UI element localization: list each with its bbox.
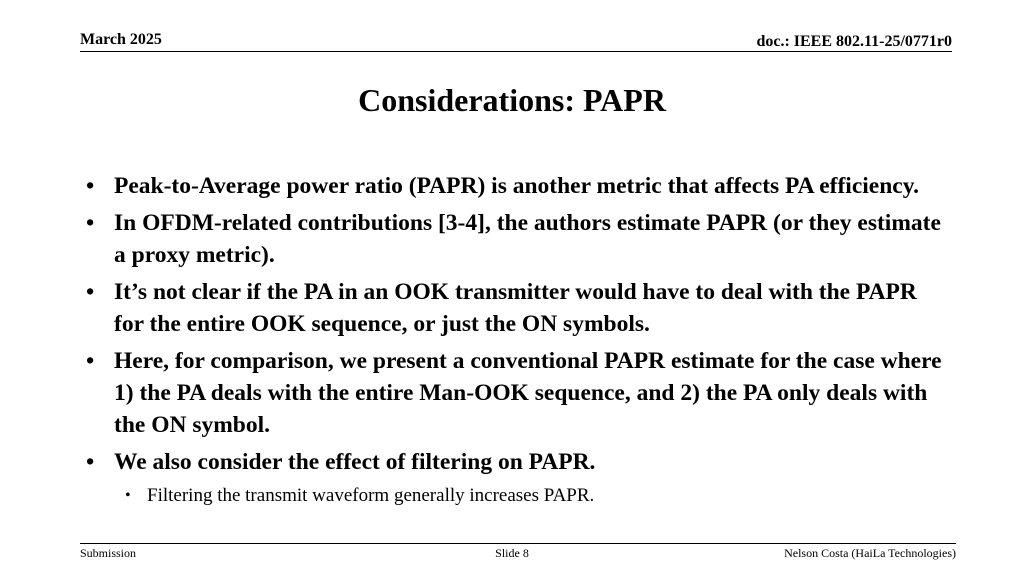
- bullet-icon: •: [86, 449, 95, 475]
- header-doc-id: doc.: IEEE 802.11-25/0771r0: [756, 33, 952, 50]
- bullet-text: Here, for comparison, we present a conventional PAPR estimate for the case where 1) the PA deals with the entire Man-OOK sequence, and 2) the PA only deals with the ON symbol.: [114, 348, 942, 438]
- bullet-icon: •: [86, 348, 95, 374]
- bullet-item: [84, 276, 944, 340]
- slide-body: [84, 170, 944, 509]
- sub-bullet-item: [84, 483, 944, 509]
- header-divider: [80, 51, 952, 52]
- bullet-item: [84, 345, 944, 441]
- bullet-item: [84, 170, 944, 202]
- footer-author: Nelson Costa (HaiLa Technologies): [784, 546, 956, 560]
- footer-divider: [80, 543, 956, 544]
- header-date: March 2025: [80, 31, 162, 48]
- bullet-text: In OFDM-related contributions [3-4], the authors estimate PAPR (or they estimate a proxy metric).: [114, 210, 941, 268]
- footer-slide-number: Slide 8: [495, 546, 529, 560]
- bullet-item: [84, 446, 944, 478]
- bullet-text: We also consider the effect of filtering on PAPR.: [114, 449, 596, 475]
- sub-bullet-text: Filtering the transmit waveform generally increases PAPR.: [147, 485, 595, 506]
- bullet-item: [84, 207, 944, 271]
- bullet-text: It’s not clear if the PA in an OOK transmitter would have to deal with the PAPR for the entire OOK sequence, or just the ON symbols.: [114, 279, 917, 337]
- sub-bullet-icon: •: [125, 487, 131, 504]
- slide-title: Considerations: PAPR: [358, 82, 666, 118]
- bullet-icon: •: [86, 173, 95, 199]
- bullet-icon: •: [86, 210, 95, 236]
- footer-submission: Submission: [80, 546, 137, 560]
- bullet-text: Peak-to-Average power ratio (PAPR) is another metric that affects PA efficiency.: [114, 173, 920, 199]
- bullet-icon: •: [86, 279, 95, 305]
